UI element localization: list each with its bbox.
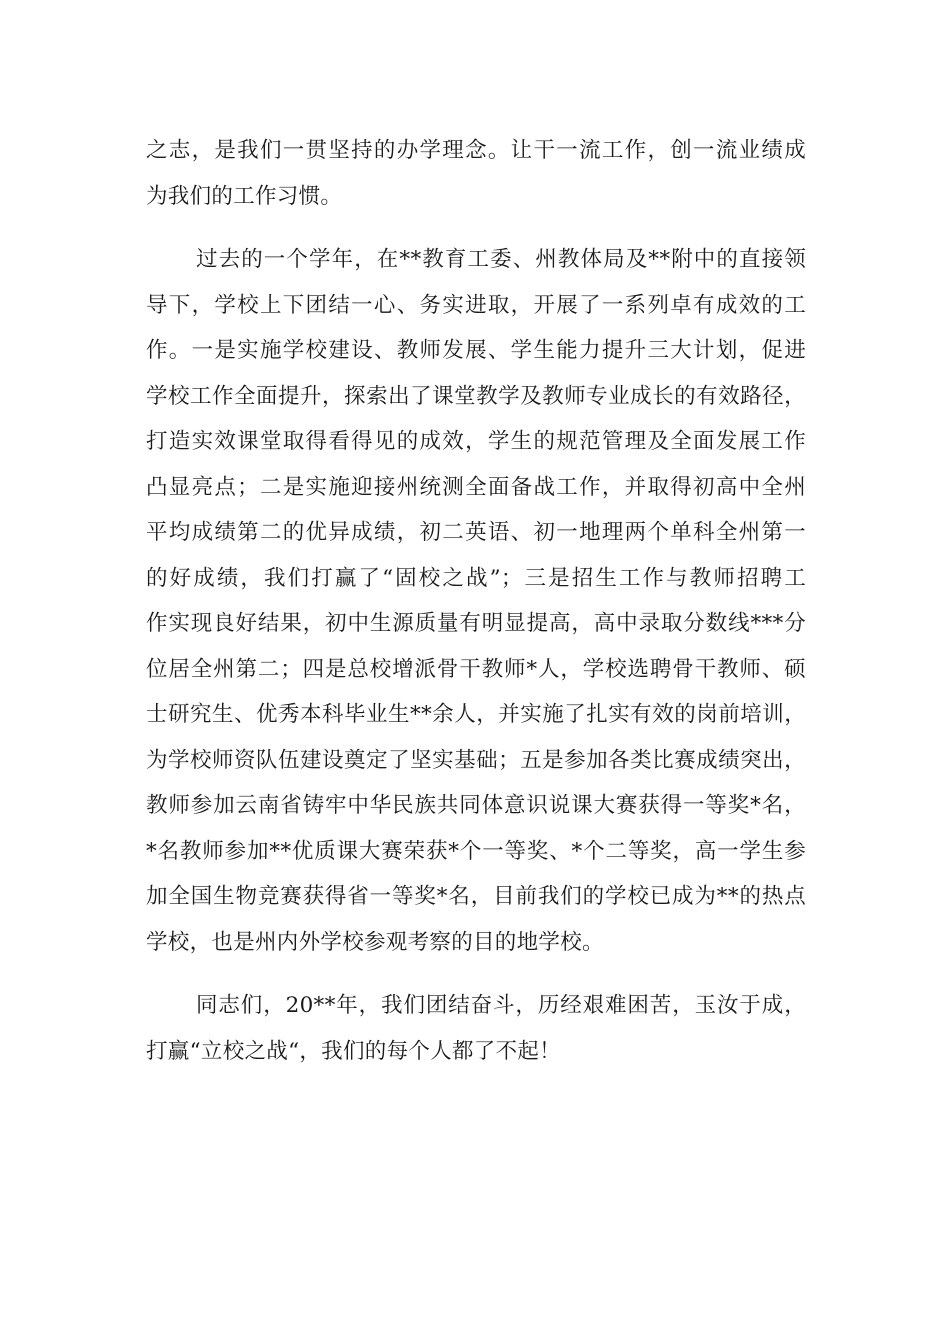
text-line: 学校工作全面提升，探索出了课堂教学及教师专业成长的有效路径， <box>146 383 806 409</box>
text-line: 位居全州第二；四是总校增派骨干教师*人，学校选聘骨干教师、硕 <box>146 656 806 682</box>
paragraph-3 <box>146 983 806 1074</box>
text-line: 打造实效课堂取得看得见的成效，学生的规范管理及全面发展工作 <box>146 429 806 454</box>
text-line: 教师参加云南省铸牢中华民族共同体意识说课大赛获得一等奖*名， <box>146 793 806 818</box>
text-line: 为我们的工作习惯。 <box>146 183 343 209</box>
text-line: 凸显亮点；二是实施迎接州统测全面备战工作，并取得初高中全州 <box>146 474 806 500</box>
text-line: 导下，学校上下团结一心、务实进取，开展了一系列卓有成效的工 <box>146 292 806 318</box>
paragraph-2 <box>146 237 806 965</box>
text-line: 平均成绩第二的优异成绩，初二英语、初一地理两个单科全州第一 <box>146 520 806 545</box>
text-line: 打赢“立校之战“，我们的每个人都了不起！ <box>146 1038 561 1064</box>
text-line: 为学校师资队伍建设奠定了坚实基础；五是参加各类比赛成绩突出， <box>146 747 806 773</box>
text-line: 学校，也是州内外学校参观考察的目的地学校。 <box>146 929 604 955</box>
paragraph-1 <box>146 128 806 219</box>
text-line: 过去的一个学年，在**教育工委、州教体局及**附中的直接领 <box>196 247 806 272</box>
text-line: 之志，是我们一贯坚持的办学理念。让干一流工作，创一流业绩成 <box>146 138 806 163</box>
text-line: 士研究生、优秀本科毕业生**余人，并实施了扎实有效的岗前培训， <box>146 702 806 727</box>
text-line: 作实现良好结果，初中生源质量有明显提高，高中录取分数线***分 <box>146 611 806 636</box>
text-line: 同志们，20**年，我们团结奋斗，历经艰难困苦，玉汝于成， <box>196 993 806 1018</box>
text-line: 作。一是实施学校建设、教师发展、学生能力提升三大计划，促进 <box>146 338 806 363</box>
text-line: *名教师参加**优质课大赛荣获*个一等奖、*个二等奖，高一学生参 <box>146 838 806 864</box>
text-line: 加全国生物竞赛获得省一等奖*名，目前我们的学校已成为**的热点 <box>146 884 806 909</box>
text-line: 的好成绩，我们打赢了“固校之战”；三是招生工作与教师招聘工 <box>146 565 806 591</box>
document-body <box>146 128 806 1074</box>
